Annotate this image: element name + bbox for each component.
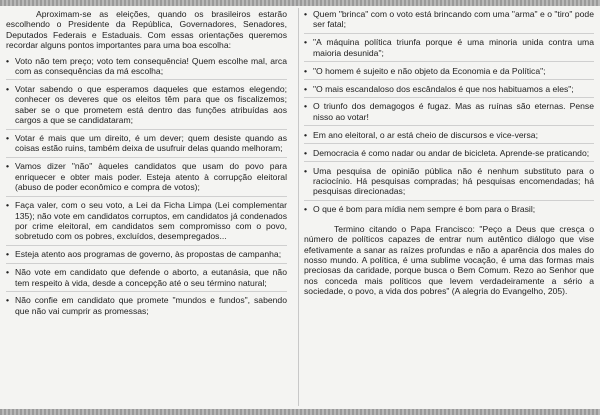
- list-item-text: Democracia é como nadar ou andar de bicicleta. Aprende-se praticando;: [313, 147, 590, 158]
- list-item: [304, 9, 594, 34]
- bullet-icon: •: [304, 165, 308, 176]
- list-item-text: Votar é mais que um direito, é um dever; quem desiste quando as coisas estão ruins, também deixa de usufruir delas quando melhoram;: [15, 133, 287, 154]
- closing-paragraph: Termino citando o Papa Francisco: "Peço a Deus que cresça o número de políticos capazes de entrar num autêntico diálogo que vise efetivamente a sanar as raízes profundas e não a aparência dos males do nosso mundo. A política, é uma sublime vocação, é uma das formas mais preciosas da caridade, porque busca o Bem Comum. Rezo ao Senhor que nos conceda mais políticos que levem verdadeiramente a sério a sociedade, o povo, a vida dos pobres" (A alegria do Evangelho, 205).: [304, 223, 594, 297]
- list-item: [304, 84, 594, 98]
- bullet-icon: •: [304, 101, 308, 112]
- list-item-text: Faça valer, com o seu voto, a Lei da Ficha Limpa (Lei complementar 135); não vote em candidatos corruptos, em candidatos já condenados por crime eleitoral, em candidatos sem compromisso com o povo, sobretudo com os pobres, excluídos, desempregados...: [15, 200, 287, 242]
- top-border: [0, 0, 600, 6]
- bullet-icon: •: [304, 65, 308, 76]
- list-item-text: "A máquina política triunfa porque é uma minoria unida contra uma maioria desunida";: [313, 37, 594, 58]
- bottom-border: [0, 409, 600, 415]
- list-item-text: Quem "brinca" com o voto está brincando com uma "arma" e o "tiro" pode ser fatal;: [313, 9, 594, 30]
- bullet-icon: •: [6, 161, 10, 172]
- bullet-icon: •: [6, 295, 10, 306]
- bullet-icon: •: [304, 147, 308, 158]
- list-item: [6, 249, 287, 263]
- list-item: [304, 66, 594, 80]
- list-item-text: Em ano eleitoral, o ar está cheio de discursos e vice-versa;: [313, 129, 538, 140]
- list-item-text: Voto não tem preço; voto tem consequência! Quem escolhe mal, arca com as consequências da má escolha;: [15, 55, 287, 77]
- list-item: [304, 37, 594, 62]
- bullet-icon: •: [304, 9, 308, 19]
- bullet-icon: •: [304, 83, 308, 94]
- list-item-text: "O mais escandaloso dos escândalos é que nos habituamos a eles";: [313, 83, 574, 94]
- list-item: [6, 84, 287, 130]
- column-divider: [298, 8, 299, 406]
- right-bullet-list: [304, 9, 594, 218]
- list-item: [304, 130, 594, 144]
- intro-paragraph: Aproximam-se as eleições, quando os brasileiros estarão escolhendo o Presidente da República, Governadores, Senadores, Deputados Federais e Estaduais. Com essas orientações queremos recordar alguns pontos importantes para uma boa escolha:: [6, 9, 287, 51]
- list-item: [304, 148, 594, 162]
- list-item-text: O que é bom para mídia nem sempre é bom para o Brasil;: [313, 204, 536, 215]
- list-item-text: Vamos dizer "não" àqueles candidatos que usam do povo para enriquecer e obter mais poder. Esteja atento à corrupção eleitoral (abuso de poder econômico e compra de votos);: [15, 161, 287, 193]
- list-item: [6, 200, 287, 246]
- list-item-text: Não confie em candidato que promete "mundos e fundos", sabendo que não vai cumprir as promessas;: [15, 295, 287, 316]
- bullet-icon: •: [6, 133, 10, 144]
- bullet-icon: •: [6, 249, 10, 260]
- bullet-icon: •: [304, 204, 308, 215]
- list-item-text: Esteja atento aos programas de governo, às propostas de campanha;: [15, 249, 282, 260]
- list-item-text: Não vote em candidato que defende o aborto, a eutanásia, que não tem respeito à vida, desde a concepção até o seu término natural;: [15, 267, 287, 288]
- left-column: [6, 9, 287, 323]
- list-item: [6, 133, 287, 158]
- bullet-icon: •: [6, 200, 10, 211]
- list-item: [304, 166, 594, 201]
- list-item-text: "O homem é sujeito e não objeto da Economia e da Política";: [313, 65, 546, 76]
- list-item: [6, 56, 287, 81]
- bullet-icon: •: [6, 83, 10, 94]
- list-item: [304, 101, 594, 126]
- right-column: [304, 9, 594, 302]
- list-item-text: O triunfo dos demagogos é fugaz. Mas as ruínas são eternas. Pense nisso ao votar!: [313, 101, 594, 122]
- list-item-text: Votar sabendo o que esperamos daqueles que estamos elegendo; conhecer os deveres que os eleitos têm para que os fiscalizemos; saber se o que prometem está dentro das funções atribuídas aos cargos a que se candidataram;: [15, 83, 287, 126]
- bullet-icon: •: [304, 37, 308, 48]
- bullet-icon: •: [304, 129, 308, 140]
- list-item: [6, 295, 287, 319]
- list-item: [6, 267, 287, 292]
- list-item: [304, 204, 594, 217]
- list-item: [6, 161, 287, 196]
- bullet-icon: •: [6, 267, 10, 278]
- bullet-icon: •: [6, 55, 10, 66]
- list-item-text: Uma pesquisa de opinião pública não é nenhum substituto para o raciocínio. Há pesquisas compradas; há pesquisas encomendadas; há pesquisas direcionadas;: [313, 165, 594, 197]
- left-bullet-list: [6, 56, 287, 320]
